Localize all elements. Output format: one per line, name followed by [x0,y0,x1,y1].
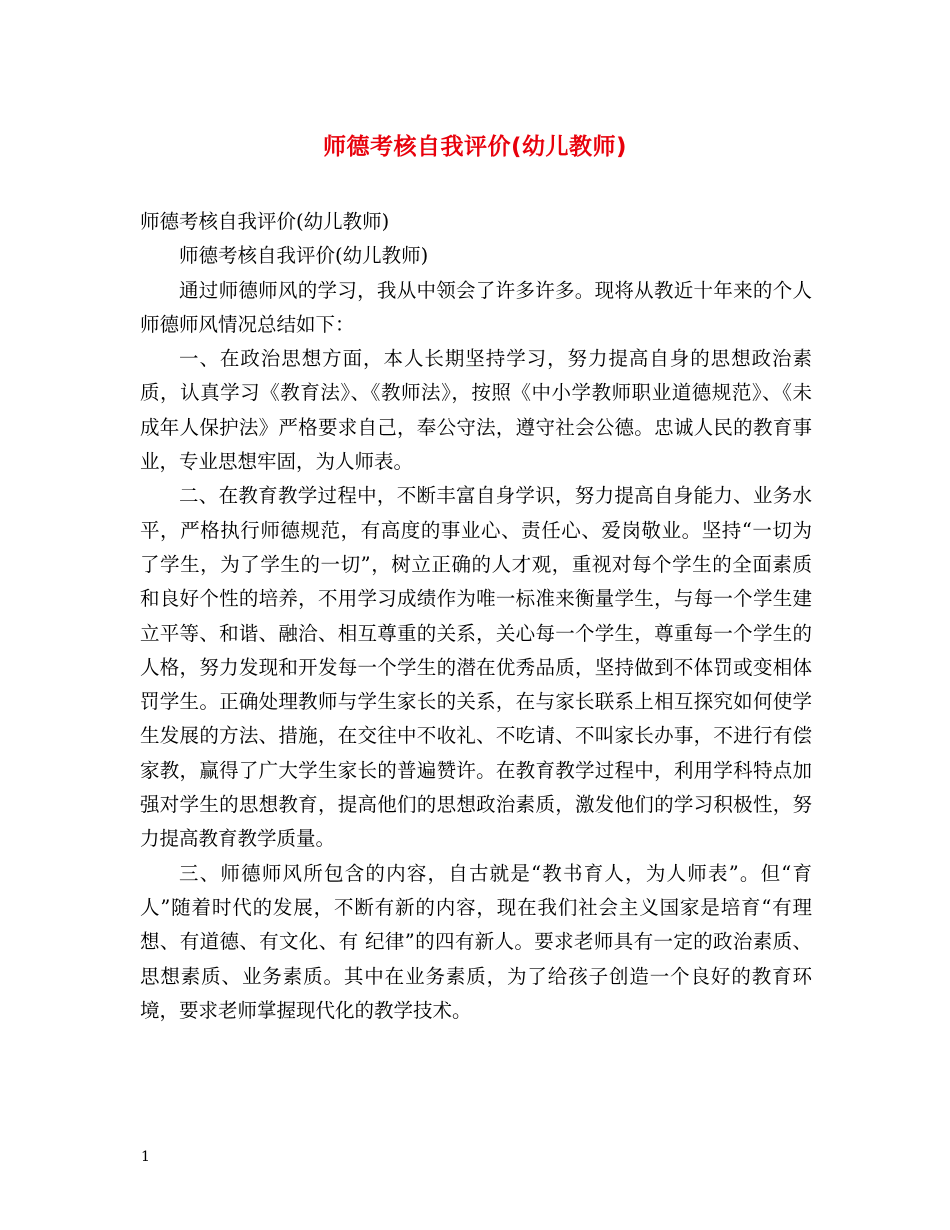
body-paragraph-intro: 通过师德师风的学习，我从中领会了许多许多。现将从教近十年来的个人师德师风情况总结如下： [140,278,812,336]
body-paragraph-section-1: 一、在政治思想方面，本人长期坚持学习，努力提高自身的思想政治素质，认真学习《教育法》、《教师法》，按照《中小学教师职业道德规范》、《未成年人保护法》严格要求自己，奉公守法，遵守社会公德。忠诚人民的教育事业，专业思想牢固，为人师表。 [140,347,812,474]
body-paragraph-section-3: 三、师德师风所包含的内容，自古就是“教书育人，为人师表”。但“育人”随着时代的发展，不断有新的内容，现在我们社会主义国家是培育“有理想、有道德、有文化、有 纪律”的四有新人。要求老师具有一定的政治素质、思想素质、业务素质。其中在业务素质，为了给孩子创造一个良好的教育环境，要求老师掌握现代化的教学技术。 [140,861,812,1022]
page-number: 1 [141,1149,150,1165]
document-body [140,205,812,1028]
body-paragraph-subheading: 师德考核自我评价(幼儿教师) [179,244,429,268]
document-title: 师德考核自我评价(幼儿教师) [322,134,628,160]
body-paragraph-heading: 师德考核自我评价(幼儿教师) [140,210,390,233]
body-paragraph-section-2: 二、在教育教学过程中，不断丰富自身学识，努力提高自身能力、业务水平，严格执行师德规范，有高度的事业心、责任心、爱岗敬业。坚持“一切为了学生，为了学生的一切”，树立正确的人才观，重视对每个学生的全面素质和良好个性的培养，不用学习成绩作为唯一标准来衡量学生，与每一个学生建立平等、和谐、融洽、相互尊重的关系，关心每一个学生，尊重每一个学生的人格，努力发现和开发每一个学生的潜在优秀品质，坚持做到不体罚或变相体罚学生。正确处理教师与学生家长的关系，在与家长联系上相互探究如何使学生发展的方法、措施，在交往中不收礼、不吃请、不叫家长办事，不进行有偿家教，赢得了广大学生家长的普遍赞许。在教育教学过程中，利用学科特点加强对学生的思想教育，提高他们的思想政治素质，激发他们的学习积极性，努力提高教育教学质量。 [140,484,812,851]
